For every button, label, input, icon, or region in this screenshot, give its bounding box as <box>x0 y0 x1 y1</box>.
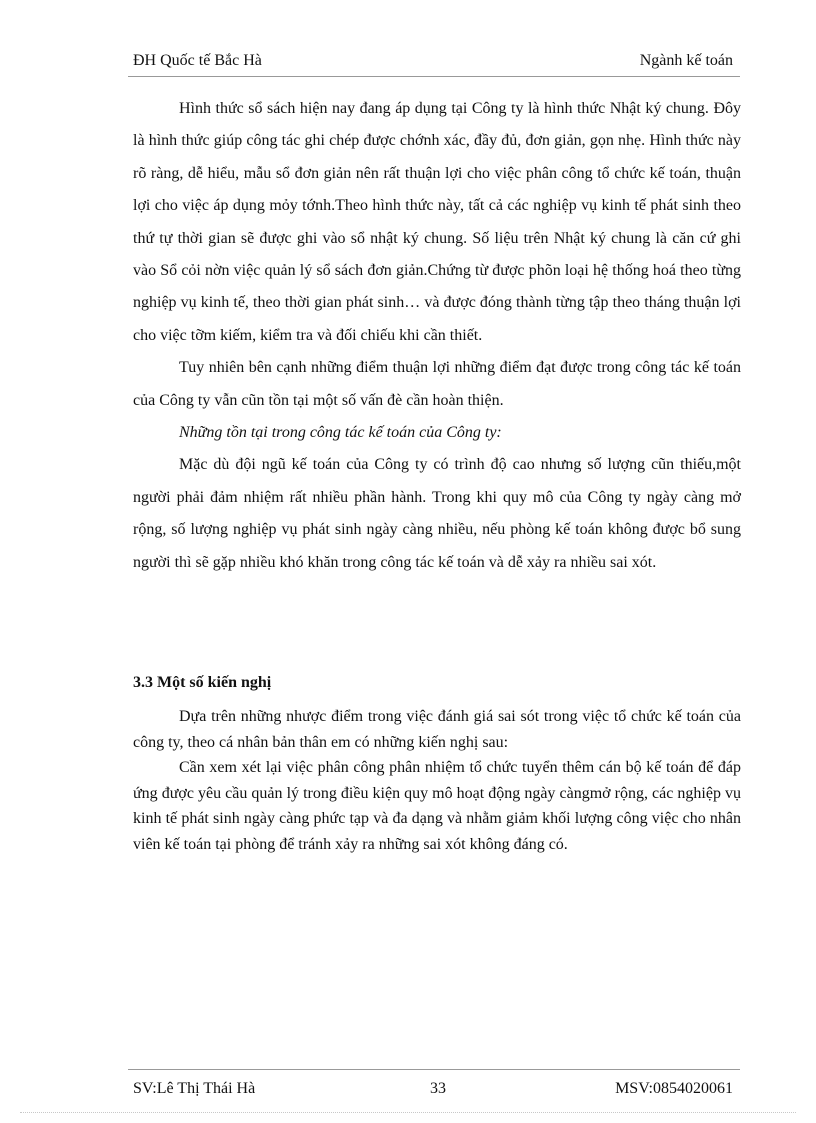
footer-student: SV:Lê Thị Thái Hà <box>133 1080 256 1097</box>
header-divider <box>128 76 740 77</box>
paragraph-recommendation-intro: Dựa trên những nhược điểm trong việc đánh giá sai sót trong việc tổ chức kế toán của công ty, theo cá nhân bản thân em có những kiến nghị sau: <box>133 708 741 751</box>
footer-student-id: MSV:0854020061 <box>615 1080 733 1097</box>
section-body <box>133 704 741 857</box>
header-school: ĐH Quốc tế Bắc Hà <box>133 52 262 69</box>
page-bottom-border <box>20 1112 796 1113</box>
page-number: 33 <box>430 1080 446 1097</box>
subheading-limitations: Những tồn tại trong công tác kế toán của Công ty: <box>179 424 502 442</box>
paragraph-bookkeeping-form: Hình thức sổ sách hiện nay đang áp dụng tại Công ty là hình thức Nhật ký chung. Đôy là hình thức giúp công tác ghi chép được chớnh xác, đầy đủ, đơn giản, gọn nhẹ. Hình thức này rõ ràng, dễ hiểu, mẫu sổ đơn giản nên rất thuận lợi cho việc phân công tổ chức kế toán, thuận lợi cho việc áp dụng mỏy tớnh.Theo hình thức này, tất cả các nghiệp vụ kinh tế phát sinh theo thứ tự thời gian sẽ được ghi vào sổ nhật ký chung. Số liệu trên Nhật ký chung là căn cứ ghi vào Sổ cỏi nờn việc quản lý sổ sách đơn giản.Chứng từ được phõn loại hệ thống hoá theo từng nghiệp vụ kinh tế, theo thời gian phát sinh… và được đóng thành từng tập theo tháng thuận lợi cho việc tỡm kiếm, kiểm tra và đối chiếu khi cần thiết. <box>133 100 741 344</box>
page-body <box>133 93 741 579</box>
footer-divider <box>128 1069 740 1070</box>
header-major: Ngành kế toán <box>639 52 733 69</box>
paragraph-limitations-intro: Tuy nhiên bên cạnh những điểm thuận lợi những điểm đạt được trong công tác kế toán của Công ty vẫn cũn tồn tại một số vấn đè cần hoàn thiện. <box>133 359 741 409</box>
section-heading: 3.3 Một số kiến nghị <box>133 674 272 691</box>
paragraph-staffing: Mặc dù đội ngũ kế toán của Công ty có trình độ cao nhưng số lượng cũn thiếu,một người phải đảm nhiệm rất nhiều phần hành. Trong khi quy mô của Công ty ngày càng mở rộng, số lượng nghiệp vụ phát sinh ngày càng nhiều, nếu phòng kế toán không được bổ sung người thì sẽ gặp nhiều khó khăn trong công tác kế toán và dễ xảy ra nhiều sai xót. <box>133 456 741 571</box>
paragraph-recommendation: Cần xem xét lại việc phân công phân nhiệm tổ chức tuyển thêm cán bộ kế toán để đáp ứng được yêu cầu quản lý trong điều kiện quy mô hoạt động ngày càngmở rộng, các nghiệp vụ kinh tế phát sinh ngày càng phức tạp và đa dạng và nhằm giảm khối lượng công việc cho nhân viên kế toán tại phòng để tránh xảy ra những sai xót không đáng có. <box>133 759 741 853</box>
